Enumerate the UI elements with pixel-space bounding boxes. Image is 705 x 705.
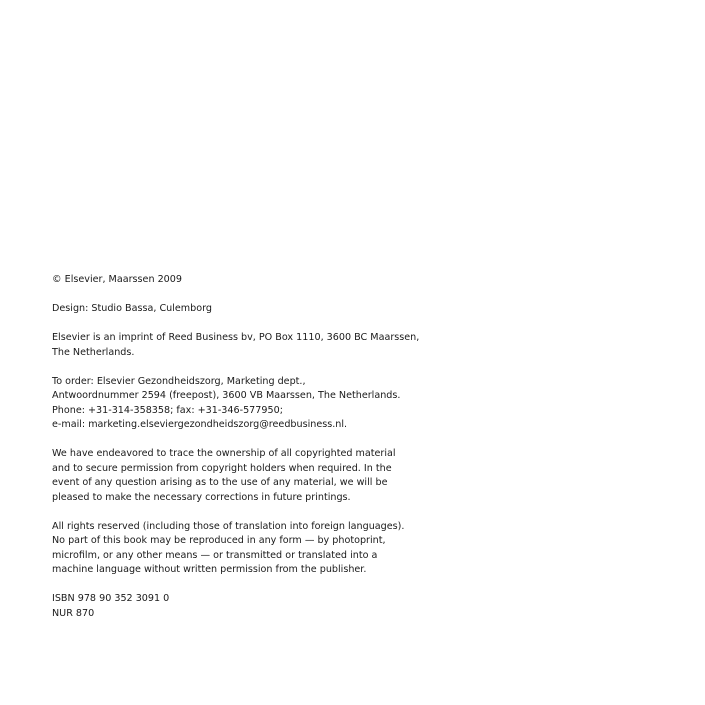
rights-line: machine language without written permission from the publisher. <box>52 564 367 575</box>
ownership-notice-line: We have endeavored to trace the ownership of all copyrighted material <box>52 448 396 459</box>
nur-line: NUR 870 <box>52 607 95 619</box>
isbn-line: ISBN 978 90 352 3091 0 <box>52 593 170 604</box>
copyright-block <box>52 273 452 288</box>
rights-line: microfilm, or any other means — or transmitted or translated into a <box>52 549 378 561</box>
colophon-text <box>52 273 452 636</box>
design-credit-block <box>52 302 452 317</box>
design-credit-line: Design: Studio Bassa, Culemborg <box>52 303 212 314</box>
order-info-line: To order: Elsevier Gezondheidszorg, Marketing dept., <box>52 375 306 387</box>
imprint-line: The Netherlands. <box>52 346 135 358</box>
ownership-notice-line: pleased to make the necessary corrections in future printings. <box>52 491 351 503</box>
imprint-block <box>52 331 452 360</box>
order-address-line: Antwoordnummer 2594 (freepost), 3600 VB Maarssen, The Netherlands. <box>52 390 401 401</box>
order-info-block <box>52 375 452 433</box>
rights-block <box>52 520 452 578</box>
identifiers-block <box>52 592 452 621</box>
rights-line: All rights reserved (including those of translation into foreign languages). <box>52 520 405 532</box>
ownership-notice-line: and to secure permission from copyright holders when required. In the <box>52 462 392 474</box>
imprint-line: Elsevier is an imprint of Reed Business bv, PO Box 1110, 3600 BC Maarssen, <box>52 332 420 343</box>
order-email-line: e-mail: marketing.elseviergezondheidszorg@reedbusiness.nl. <box>52 419 348 430</box>
ownership-notice-line: event of any question arising as to the use of any material, we will be <box>52 477 388 488</box>
order-phone-line: Phone: +31-314-358358; fax: +31-346-577950; <box>52 404 283 416</box>
rights-line: No part of this book may be reproduced in any form — by photoprint, <box>52 535 386 546</box>
ownership-notice-block <box>52 447 452 505</box>
copyright-line: © Elsevier, Maarssen 2009 <box>52 274 182 285</box>
